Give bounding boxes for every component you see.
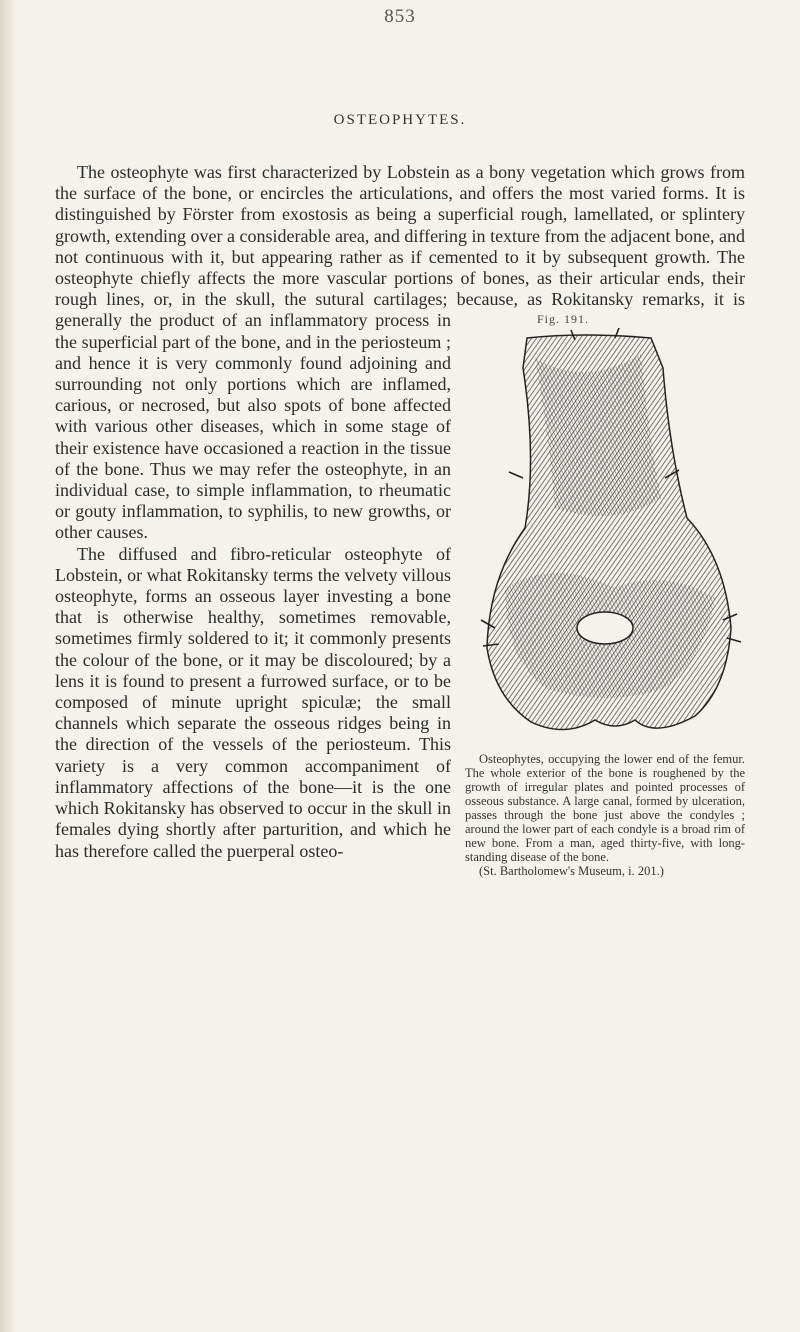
paragraph-1-continuation: it is generally the product of an inflammatory process in the superficial part of the bone, and in the periosteum ; and hence it is very commonly found adjoining and surrounding not only portions which are inflamed, carious, or necrosed, but also spots of bone affected with various other diseases, which in some stage of their existence have occasioned a reaction in the tissue of the bone. Thus we may refer the osteophyte, in an individual case, to simple inflammation, to rheumatic or gouty inflammation, to syphilis, to new growths, or other causes. <box>55 289 745 543</box>
body-text <box>55 162 745 878</box>
femur-illustration <box>465 328 745 750</box>
figure-label: Fig. 191. <box>537 312 590 327</box>
figure-caption-text: Osteophytes, occupying the lower end of the femur. The whole exterior of the bone is roughened by the growth of irregular plates and pointed processes of osseous substance. A large canal, formed by ulceration, passes through the bone just above the condyles ; around the lower part of each condyle is a broad rim of new bone. From a man, aged thirty-five, with long-standing disease of the bone. <box>465 752 745 865</box>
page-number: 853 <box>384 6 416 27</box>
running-head: OSTEOPHYTES. <box>333 112 467 128</box>
paragraph-2-text: The diffused and fibro-reticular osteophyte of Lobstein, or what Rokitansky terms the velvety villous osteophyte, forms an osseous layer investing a bone that is otherwise healthy, sometimes removable, sometimes firmly soldered to it; it commonly presents the colour of the bone, or it may be discoloured; by a lens it is found to present a furrowed surface, or to be composed of minute upright spiculæ; the small channels which separate the osseous ridges being in the direction of the vessels of the periosteum. This variety is a very common accompaniment of inflammatory affections of the bone—it is the one which Rokitansky has observed to occur in the skull in females dying shortly after parturition, and which he has therefore called the puerperal osteo- <box>55 543 451 861</box>
figure-191 <box>465 310 745 878</box>
figure-caption <box>465 752 745 878</box>
page-binding-edge <box>0 0 18 1332</box>
figure-source: (St. Bartholomew's Museum, i. 201.) <box>479 864 664 879</box>
paragraph-1-text: The osteophyte was first characterized by Lobstein as a bony vegetation which grows from the surface of the bone, or encircles the articulations, and offers the most varied forms. It is distinguished by Förster from exostosis as being a superficial rough, lamellated, or splintery growth, extending over a considerable area, and differing in texture from the adjacent bone, and not continuous with it, but appearing rather as if cemented to it by subsequent growth. The osteophyte chiefly affects the more vascular portions of bones, as their articular ends, their rough lines, or, in the skull, the sutural cartilages; because, as Rokitansky remarks, <box>55 162 745 310</box>
